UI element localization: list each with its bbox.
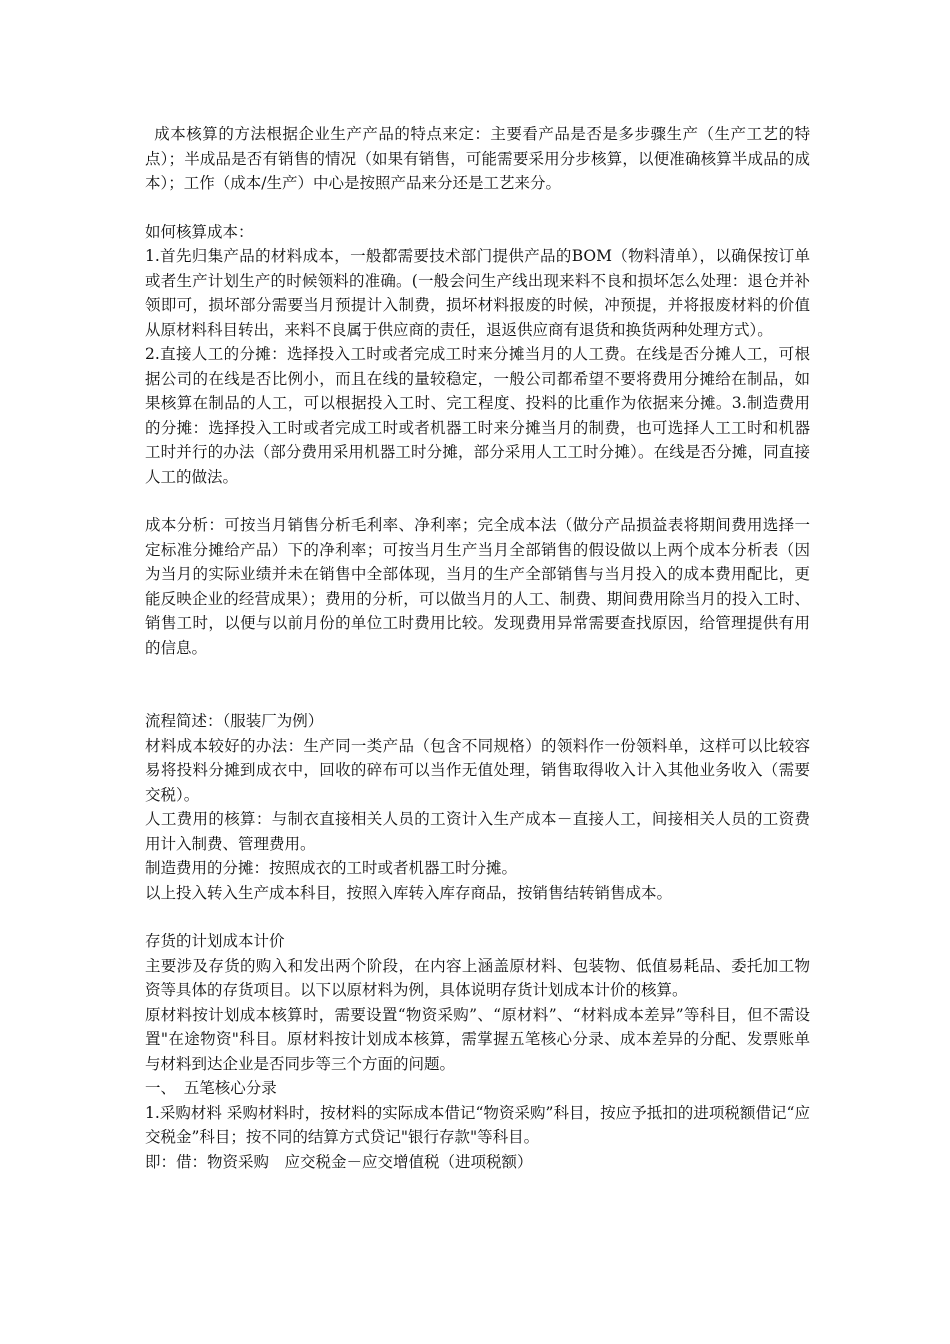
inventory-paragraph-4: 即：借：物资采购 应交税金－应交增值税（进项税额）	[145, 1152, 533, 1171]
inventory-paragraph-3: 1.采购材料 采购材料时，按材料的实际成本借记“物资采购”科目，按应予抵扣的进项税额借记“应交税金”科目；按不同的结算方式贷记"银行存款"等科目。	[145, 1103, 810, 1146]
inventory-paragraph-2: 原材料按计划成本核算时，需要设置“物资采购”、“原材料”、“材料成本差异”等科目，但不需设置"在途物资"科目。原材料按计划成本核算，需掌握五笔核心分录、成本差异的分配、发票账单与材料到达企业是否同步等三个方面的问题。	[145, 1005, 810, 1073]
flow-paragraph-2: 人工费用的核算：与制衣直接相关人员的工资计入生产成本－直接人工，间接相关人员的工资费用计入制费、管理费用。	[145, 810, 810, 853]
inventory-paragraph-1: 主要涉及存货的购入和发出两个阶段，在内容上涵盖原材料、包装物、低值易耗品、委托加工物资等具体的存货项目。以下以原材料为例，具体说明存货计划成本计价的核算。	[145, 956, 810, 999]
intro-paragraph: 成本核算的方法根据企业生产产品的特点来定：主要看产品是否是多步骤生产（生产工艺的特点）；半成品是否有销售的情况（如果有销售，可能需要采用分步核算，以便准确核算半成品的成本）；工作（成本/生产）中心是按照产品来分还是工艺来分。	[145, 125, 810, 192]
flow-paragraph-3: 制造费用的分摊：按照成衣的工时或者机器工时分摊。	[145, 859, 518, 877]
how-paragraph-1: 1.首先归集产品的材料成本，一般都需要技术部门提供产品的BOM（物料清单），以确保按订单或者生产计划生产的时候领料的准确。(一般会问生产线出现来料不良和损坏怎么处理：退仓并补领即可，损坏部分需要当月预提计入制费，损坏材料报废的时候，冲预提，并将报废材料的价值从原材料科目转出，来料不良属于供应商的责任，退返供应商有退货和换货两种处理方式）。	[145, 247, 810, 339]
how-heading: 如何核算成本：	[145, 222, 254, 241]
inventory-heading: 存货的计划成本计价	[145, 932, 285, 950]
analysis-paragraph: 成本分析：可按当月销售分析毛利率、净利率；完全成本法（做分产品损益表将期间费用选择一定标准分摊给产品）下的净利率；可按当月生产当月全部销售的假设做以上两个成本分析表（因为当月的实际业绩并未在销售中全部体现，当月的生产全部销售与当月投入的成本费用配比，更能反映企业的经营成果）；费用的分析，可以做当月的人工、制费、期间费用除当月的投入工时、销售工时，以便与以前月份的单位工时费用比较。发现费用异常需要查找原因，给管理提供有用的信息。	[145, 516, 810, 657]
document-body	[145, 122, 810, 1174]
how-paragraph-2: 2.直接人工的分摊：选择投入工时或者完成工时来分摊当月的人工费。在线是否分摊人工，可根据公司的在线是否比例小，而且在线的量较稳定，一般公司都希望不要将费用分摊给在制品，如果核算在制品的人工，可以根据投入工时、完工程度、投料的比重作为依据来分摊。3.制造费用的分摊：选择投入工时或者完成工时或者机器工时来分摊当月的制费，也可选择人工工时和机器工时并行的办法（部分费用采用机器工时分摊，部分采用人工工时分摊）。在线是否分摊，同直接人工的做法。	[145, 345, 810, 486]
flow-paragraph-4: 以上投入转入生产成本科目，按照入库转入库存商品，按销售结转销售成本。	[145, 883, 673, 902]
flow-paragraph-1: 材料成本较好的办法：生产同一类产品（包含不同规格）的领料作一份领料单，这样可以比较容易将投料分摊到成衣中，回收的碎布可以当作无值处理，销售取得收入计入其他业务收入（需要交税）。	[145, 736, 810, 804]
inventory-section-heading: 一、 五笔核心分录	[145, 1079, 277, 1097]
flow-heading: 流程简述：（服装厂为例）	[145, 712, 324, 730]
